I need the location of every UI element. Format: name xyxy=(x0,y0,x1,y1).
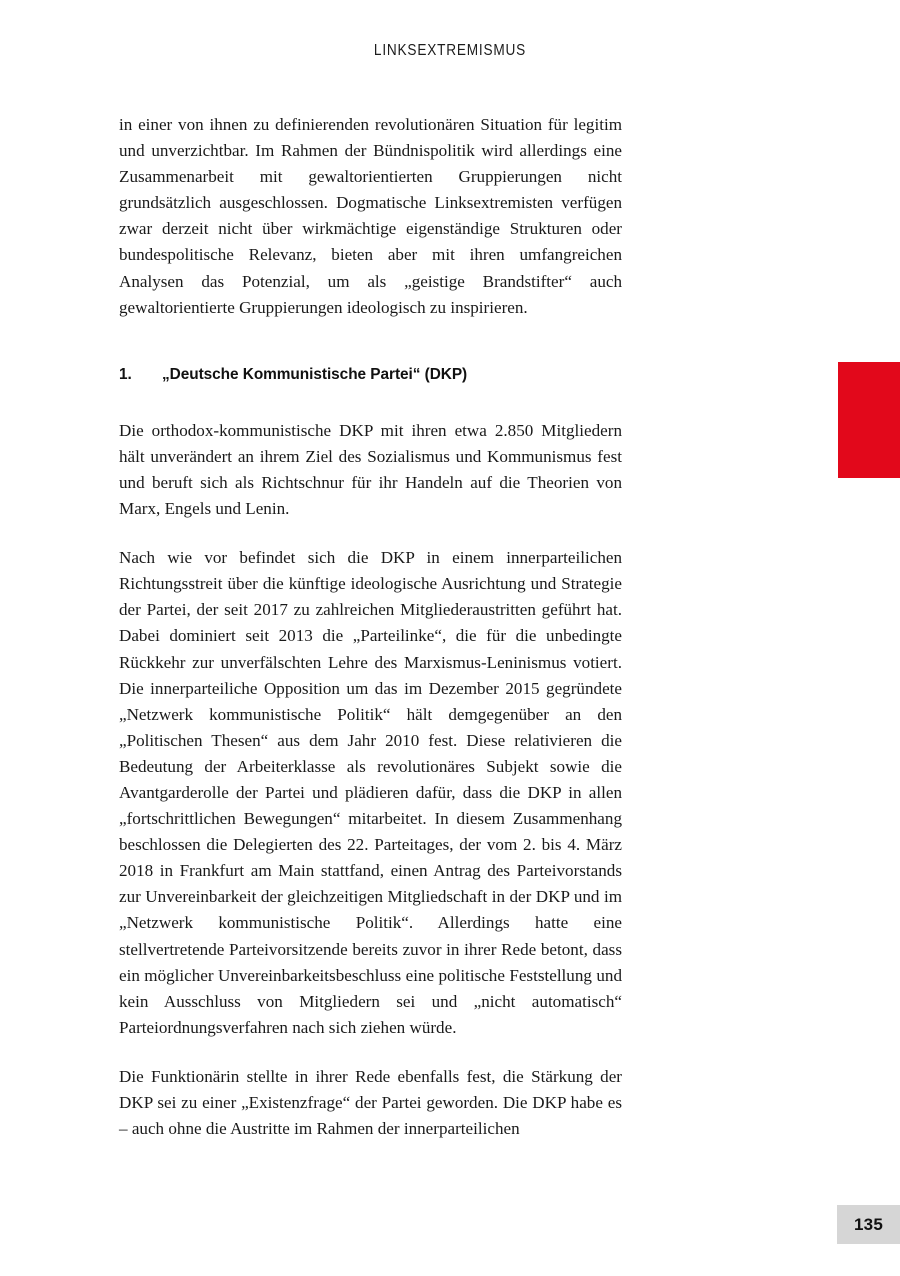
chapter-edge-tab xyxy=(838,362,900,478)
running-head: LINKSEXTREMISMUS xyxy=(373,42,527,59)
section-heading-number: 1. xyxy=(119,365,132,383)
text-column xyxy=(119,112,622,1142)
body-paragraph: in einer von ihnen zu definierenden revolutionären Situation für legitim und unverzichtbar. Im Rahmen der Bündnispolitik wird allerdings eine Zusammenarbeit mit gewaltorientierten Gruppierungen nicht grundsätzlich ausgeschlossen. Dogmatische Linksextremisten verfügen zwar derzeit nicht über wirkmächtige eigenständige Strukturen oder bundespolitische Relevanz, bieten aber mit ihren umfangreichen Analysen das Potenzial, um als „geistige Brandstifter“ auch gewaltorientierte Gruppierungen ideologisch zu inspirieren. xyxy=(119,115,622,317)
page-number: 135 xyxy=(854,1214,883,1234)
body-paragraph: Nach wie vor befindet sich die DKP in einem innerparteilichen Richtungsstreit über die künftige ideologische Ausrichtung und Strategie der Partei, der seit 2017 zu zahlreichen Mitgliederaustritten geführt hat. Dabei dominiert seit 2013 die „Parteilinke“, die für die unbedingte Rückkehr zur unverfälschten Lehre des Marxismus-Leninismus votiert. Die innerparteiliche Opposition um das im Dezember 2015 gegründete „Netzwerk kommunistische Politik“ hält demgegenüber an den „Politischen Thesen“ aus dem Jahr 2010 fest. Diese relativieren die Bedeutung der Arbeiterklasse als revolutionäres Subjekt sowie die Avantgarderolle der Partei und plädieren dafür, dass die DKP in allen „fortschrittlichen Bewegungen“ mitarbeitet. In diesem Zusammenhang beschlossen die Delegierten des 22. Parteitages, der vom 2. bis 4. März 2018 in Frankfurt am Main stattfand, einen Antrag des Parteivorstands zur Unvereinbarkeit der gleichzeitigen Mitgliedschaft in der DKP und im „Netzwerk kommunistische Politik“. Allerdings hatte eine stellvertretende Parteivorsitzende bereits zuvor in ihrer Rede betont, dass ein möglicher Unvereinbarkeitsbeschluss eine politische Feststellung und kein Ausschluss von Mitgliedern sei und „nicht automatisch“ Parteiordnungsverfahren nach sich ziehen würde. xyxy=(119,548,622,1037)
section-heading-title: „Deutsche Kommunistische Partei“ (DKP) xyxy=(162,365,468,383)
body-paragraph: Die Funktionärin stellte in ihrer Rede ebenfalls fest, die Stärkung der DKP sei zu einer „Existenzfrage“ der Partei geworden. Die DKP habe es – auch ohne die Austritte im Rahmen der innerparteilichen xyxy=(119,1066,622,1139)
page-number-box xyxy=(837,1205,900,1244)
section-heading xyxy=(119,364,622,386)
body-paragraph: Die orthodox-kommunistische DKP mit ihren etwa 2.850 Mitgliedern hält unverändert an ihrem Ziel des Sozialismus und Kommunismus fest und beruft sich als Richtschnur für ihr Handeln auf die Theorien von Marx, Engels und Lenin. xyxy=(119,420,622,519)
